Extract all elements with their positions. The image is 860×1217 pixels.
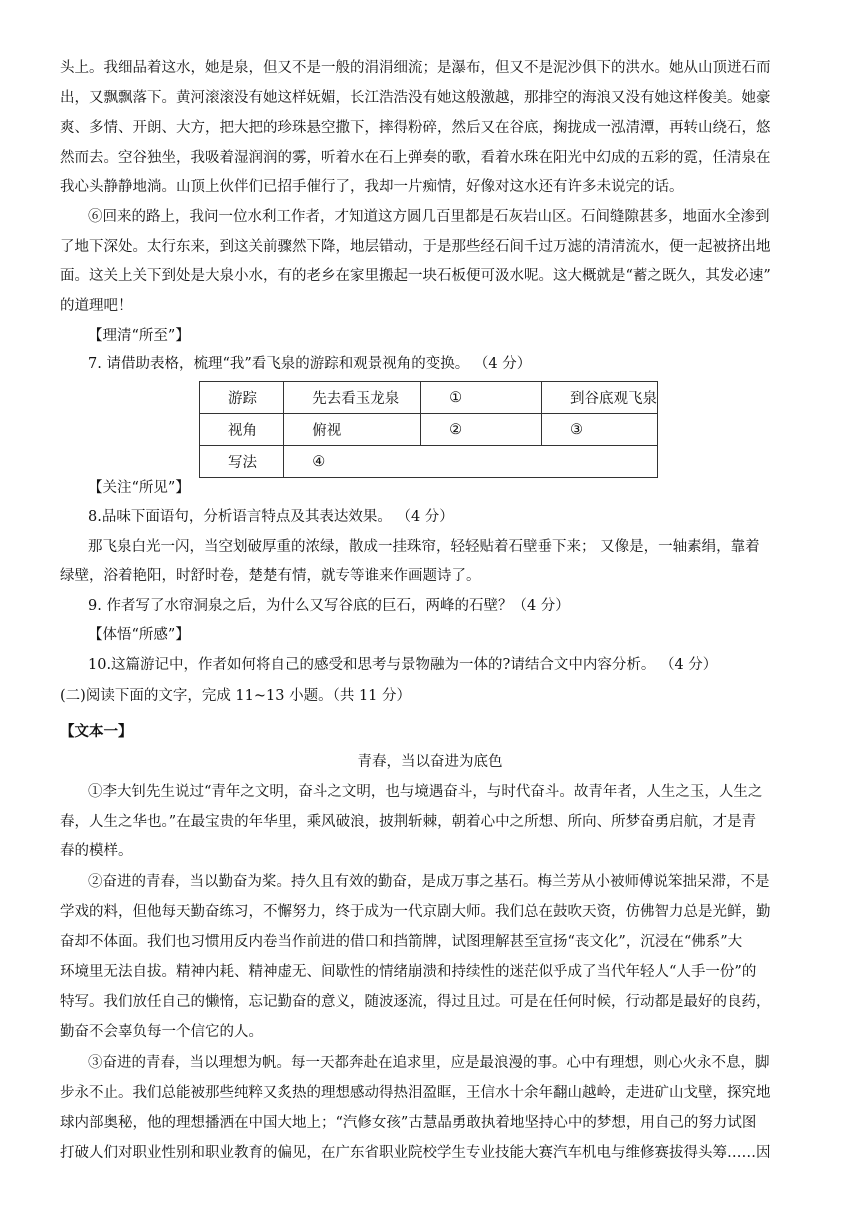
paragraph-line: ②奋进的青春，当以勤奋为桨。持久且有效的勤奋，是成万事之基石。梅兰芳从小被师傅说笨拙呆滞，不是 (88, 874, 770, 890)
paragraph-line: 的道理吧！ (60, 298, 133, 314)
question-8: 8.品味下面语句，分析语言特点及其表达效果。 （4 分） (88, 509, 454, 525)
paragraph-line: 奋却不体面。我们也习惯用反内卷当作前进的借口和挡箭牌，试图理解甚至宣扬“丧文化”，沉浸在“佛系”大 (60, 934, 743, 950)
question-10: 10.这篇游记中，作者如何将自己的感受和思考与景物融为一体的?请结合文中内容分析。 （4 分） (88, 657, 718, 673)
paragraph-line: 春，人生之华也。”在最宝贵的年华里，乘风破浪，披荆斩棘，朝着心中之所想、所向、所梦奋勇启航，才是青 (60, 814, 757, 830)
paragraph-line: 环境里无法自拔。精神内耗、精神虚无、间歇性的情绪崩溃和持续性的迷茫似乎成了当代年轻人“人手一份”的 (60, 964, 757, 980)
paragraph-line: 学戏的料，但他每天勤奋练习，不懈努力，终于成为一代京剧大师。我们总在鼓吹天资，仿佛智力总是光鲜，勤 (60, 904, 771, 920)
table-cell: 写法 (200, 446, 284, 478)
table-cell: 游踪 (200, 382, 284, 414)
paragraph-line: 打破人们对职业性别和职业教育的偏见，在广东省职业院校学生专业技能大赛汽车机电与维修赛拔得头筹……因 (60, 1145, 771, 1161)
table-row (200, 446, 658, 478)
itinerary-table (199, 381, 658, 478)
table-cell: ④ (284, 446, 658, 478)
table-cell: ① (421, 382, 542, 414)
paragraph-line: 爽、多情、开朗、大方，把大把的珍珠悬空撒下，摔得粉碎，然后又在谷底，掬拢成一泓清潭，再转山绕石，悠 (60, 120, 771, 136)
table-cell: 先去看玉龙泉 (284, 382, 421, 414)
question-7: 7. 请借助表格，梳理“我”看飞泉的游踪和观景视角的变换。 （4 分） (88, 356, 532, 372)
paragraph-line: ⑥回来的路上，我问一位水利工作者，才知道这方圆几百里都是石灰岩山区。石间缝隙甚多，地面水全渗到 (88, 209, 770, 225)
table-row (200, 382, 658, 414)
paragraph-line: 球内部奥秘，他的理想播洒在中国大地上；“汽修女孩”古慧晶勇敢执着地坚持心中的梦想，用自己的努力试图 (60, 1115, 757, 1131)
paragraph-line: 特写。我们放任自己的懒惰，忘记勤奋的意义，随波逐流，得过且过。可是在任何时候，行动都是最好的良药， (60, 994, 771, 1010)
paragraph-line: 面。这关上关下到处是大泉小水，有的老乡在家里搬起一块石板便可汲水呢。这大概就是“蓄之既久，其发必速” (60, 268, 771, 284)
paragraph-line: 我心头静静地淌。山顶上伙伴们已招手催行了，我却一片痴情，好像对这水还有许多未说完的话。 (60, 179, 684, 195)
quoted-sentence: 那飞泉白光一闪，当空划破厚重的浓绿，散成一挂珠帘，轻轻贴着石壁垂下来； 又像是，一轴素绢，靠着 (88, 539, 760, 555)
table-cell: ③ (542, 414, 658, 446)
table-cell: 俯视 (284, 414, 421, 446)
table-cell: 到谷底观飞泉 (542, 382, 658, 414)
paragraph-line: 勤奋不会辜负每一个信它的人。 (60, 1024, 263, 1040)
paragraph-line: 头上。我细品着这水，她是泉，但又不是一般的涓涓细流；是瀑布，但又不是泥沙俱下的洪水。她从山顶迸石而 (60, 60, 771, 76)
quoted-sentence: 绿壁，浴着艳阳，时舒时卷，楚楚有情，就专等谁来作画题诗了。 (60, 568, 481, 584)
paragraph-line: 步永不止。我们总能被那些纯粹又炙热的理想感动得热泪盈眶，王信水十余年翻山越岭，走进矿山戈壁，探究地 (60, 1085, 771, 1101)
paragraph-line: ③奋进的青春，当以理想为帆。每一天都奔赴在追求里，应是最浪漫的事。心中有理想，则心火永不息，脚 (88, 1055, 770, 1071)
table-cell: ② (421, 414, 542, 446)
paragraph-line: 然而去。空谷独坐，我吸着湿润润的雾，听着水在石上弹奏的歌，看着水珠在阳光中幻成的五彩的霓，任清泉在 (60, 150, 771, 166)
paragraph-line: 了地下深处。太行东来，到这关前骤然下降，地层错动，于是那些经石间千过万滤的清清流水，便一起被挤出地 (60, 239, 771, 255)
table-row (200, 414, 658, 446)
table-cell: 视角 (200, 414, 284, 446)
paragraph-line: ①李大钊先生说过“青年之文明，奋斗之文明，也与境遇奋斗，与时代奋斗。故青年者，人生之玉，人生之 (88, 784, 763, 800)
section-heading: 【体悟“所感”】 (88, 627, 190, 643)
paragraph-line: 出，又飘飘落下。黄河滚滚没有她这样妩媚，长江浩浩没有她这般激越，那排空的海浪又没有她这样俊美。她豪 (60, 90, 771, 106)
paragraph-line: 春的模样。 (60, 843, 133, 859)
part-heading: (二)阅读下面的文字，完成 11~13 小题。（共 11 分） (60, 688, 412, 704)
article-title: 青春，当以奋进为底色 (357, 754, 503, 770)
text-label: 【文本一】 (60, 723, 133, 740)
question-9: 9. 作者写了水帘洞泉之后，为什么又写谷底的巨石，两峰的石壁？（4 分） (88, 598, 570, 614)
section-heading: 【理清“所至”】 (88, 328, 190, 344)
section-heading: 【关注“所见”】 (88, 480, 190, 496)
